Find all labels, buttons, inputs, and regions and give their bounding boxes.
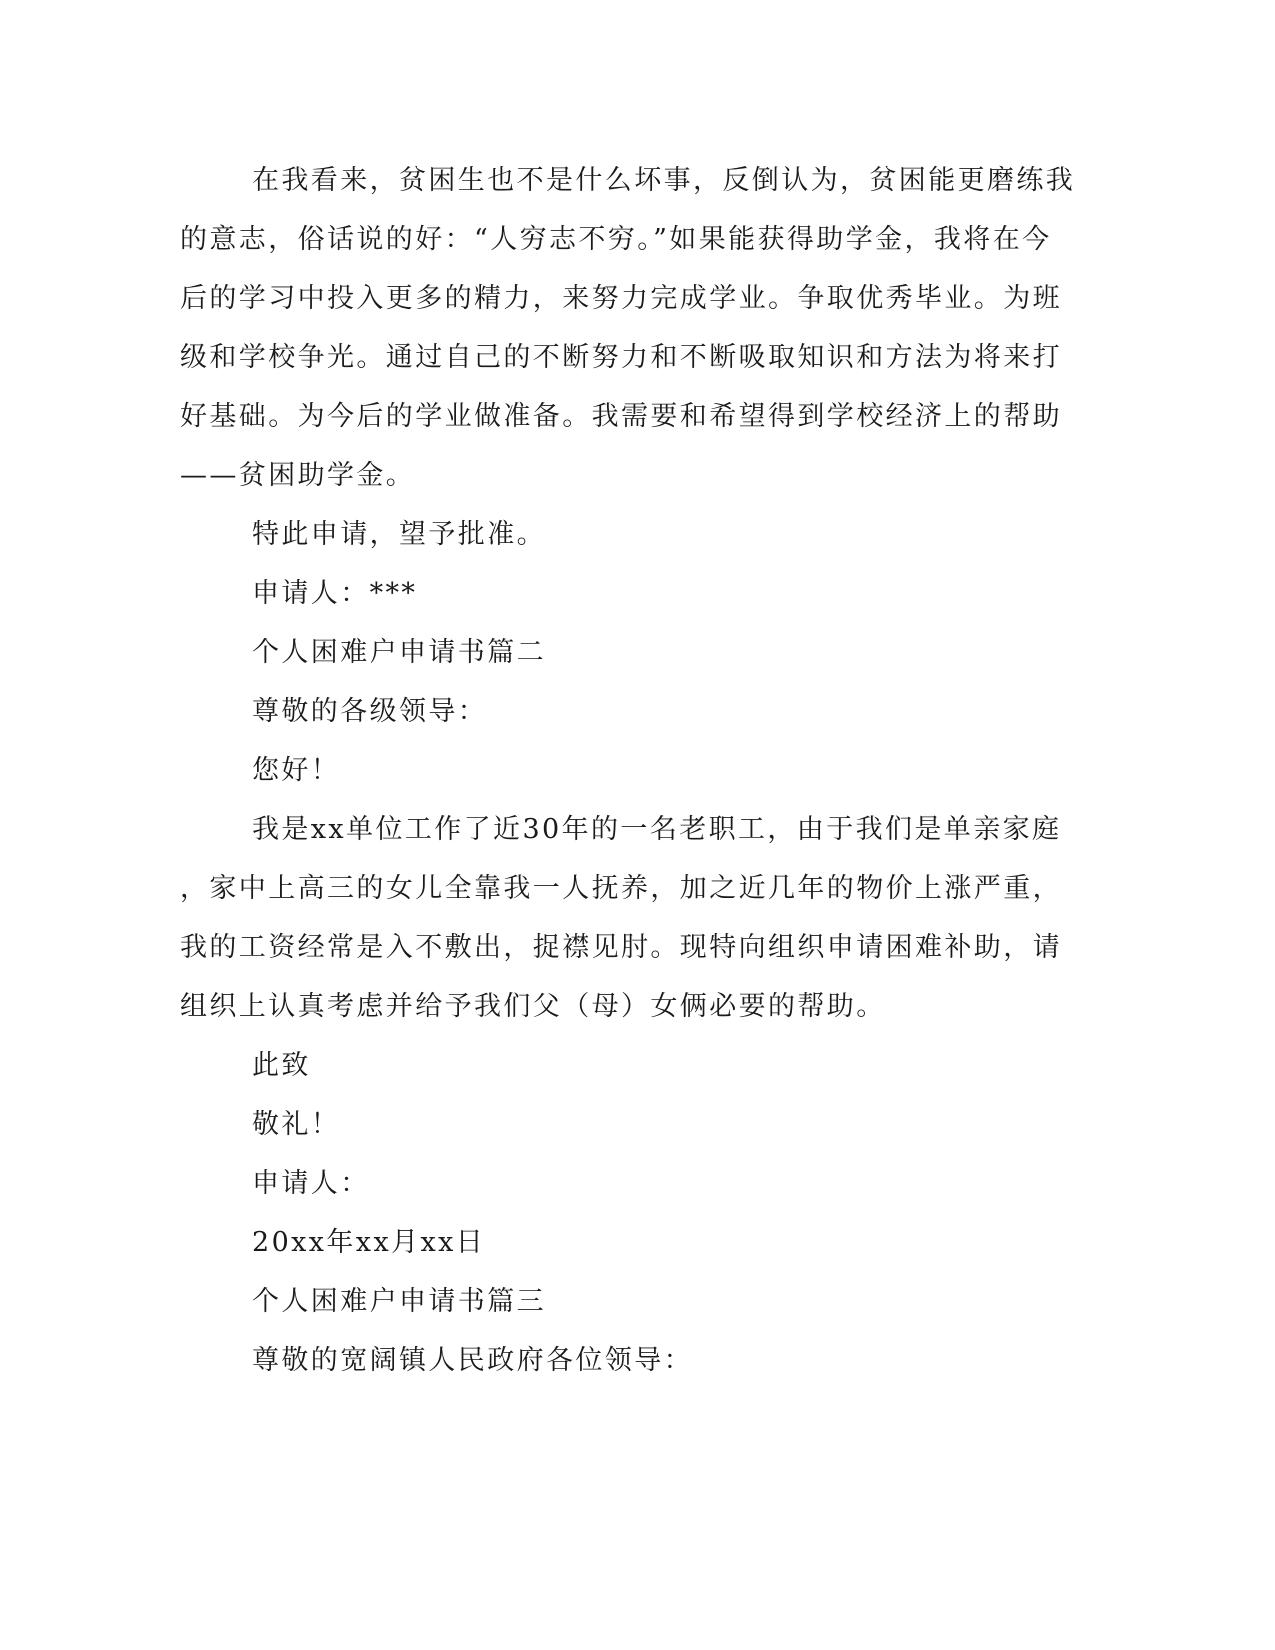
applicant-line: 申请人：*** <box>252 578 418 609</box>
document-body <box>180 151 1076 1390</box>
greeting: 您好！ <box>252 755 341 786</box>
section-heading: 个人困难户申请书篇三 <box>252 1286 546 1317</box>
paragraph-line: 的意志，俗话说的好：“人穷志不穷。”如果能获得助学金，我将在今 <box>180 224 1052 255</box>
section-heading: 个人困难户申请书篇二 <box>252 637 546 668</box>
paragraph-line: 我是xx单位工作了近30年的一名老职工，由于我们是单亲家庭 <box>252 814 1062 845</box>
paragraph-line: 后的学习中投入更多的精力，来努力完成学业。争取优秀毕业。为班 <box>180 283 1062 314</box>
paragraph-line: 组织上认真考虑并给予我们父（母）女俩必要的帮助。 <box>180 991 886 1022</box>
paragraph-line: ——贫困助学金。 <box>180 460 416 491</box>
paragraph-line: ，家中上高三的女儿全靠我一人抚养，加之近几年的物价上涨严重， <box>180 873 1062 904</box>
closing-request: 特此申请，望予批准。 <box>252 519 546 550</box>
paragraph-line: 好基础。为今后的学业做准备。我需要和希望得到学校经济上的帮助 <box>180 401 1062 432</box>
paragraph-line: 我的工资经常是入不敷出，捉襟见肘。现特向组织申请困难补助，请 <box>180 932 1062 963</box>
paragraph-line: 级和学校争光。通过自己的不断努力和不断吸取知识和方法为将来打 <box>180 342 1062 373</box>
salutation: 尊敬的各级领导： <box>252 696 488 727</box>
applicant-line: 申请人： <box>252 1168 370 1199</box>
salutation: 尊敬的宽阔镇人民政府各位领导： <box>252 1345 693 1376</box>
paragraph-line: 在我看来，贫困生也不是什么坏事，反倒认为，贫困能更磨练我 <box>252 165 1076 196</box>
closing-line: 此致 <box>252 1050 311 1081</box>
closing-line: 敬礼！ <box>252 1109 341 1140</box>
date-line: 20xx年xx月xx日 <box>252 1227 486 1258</box>
